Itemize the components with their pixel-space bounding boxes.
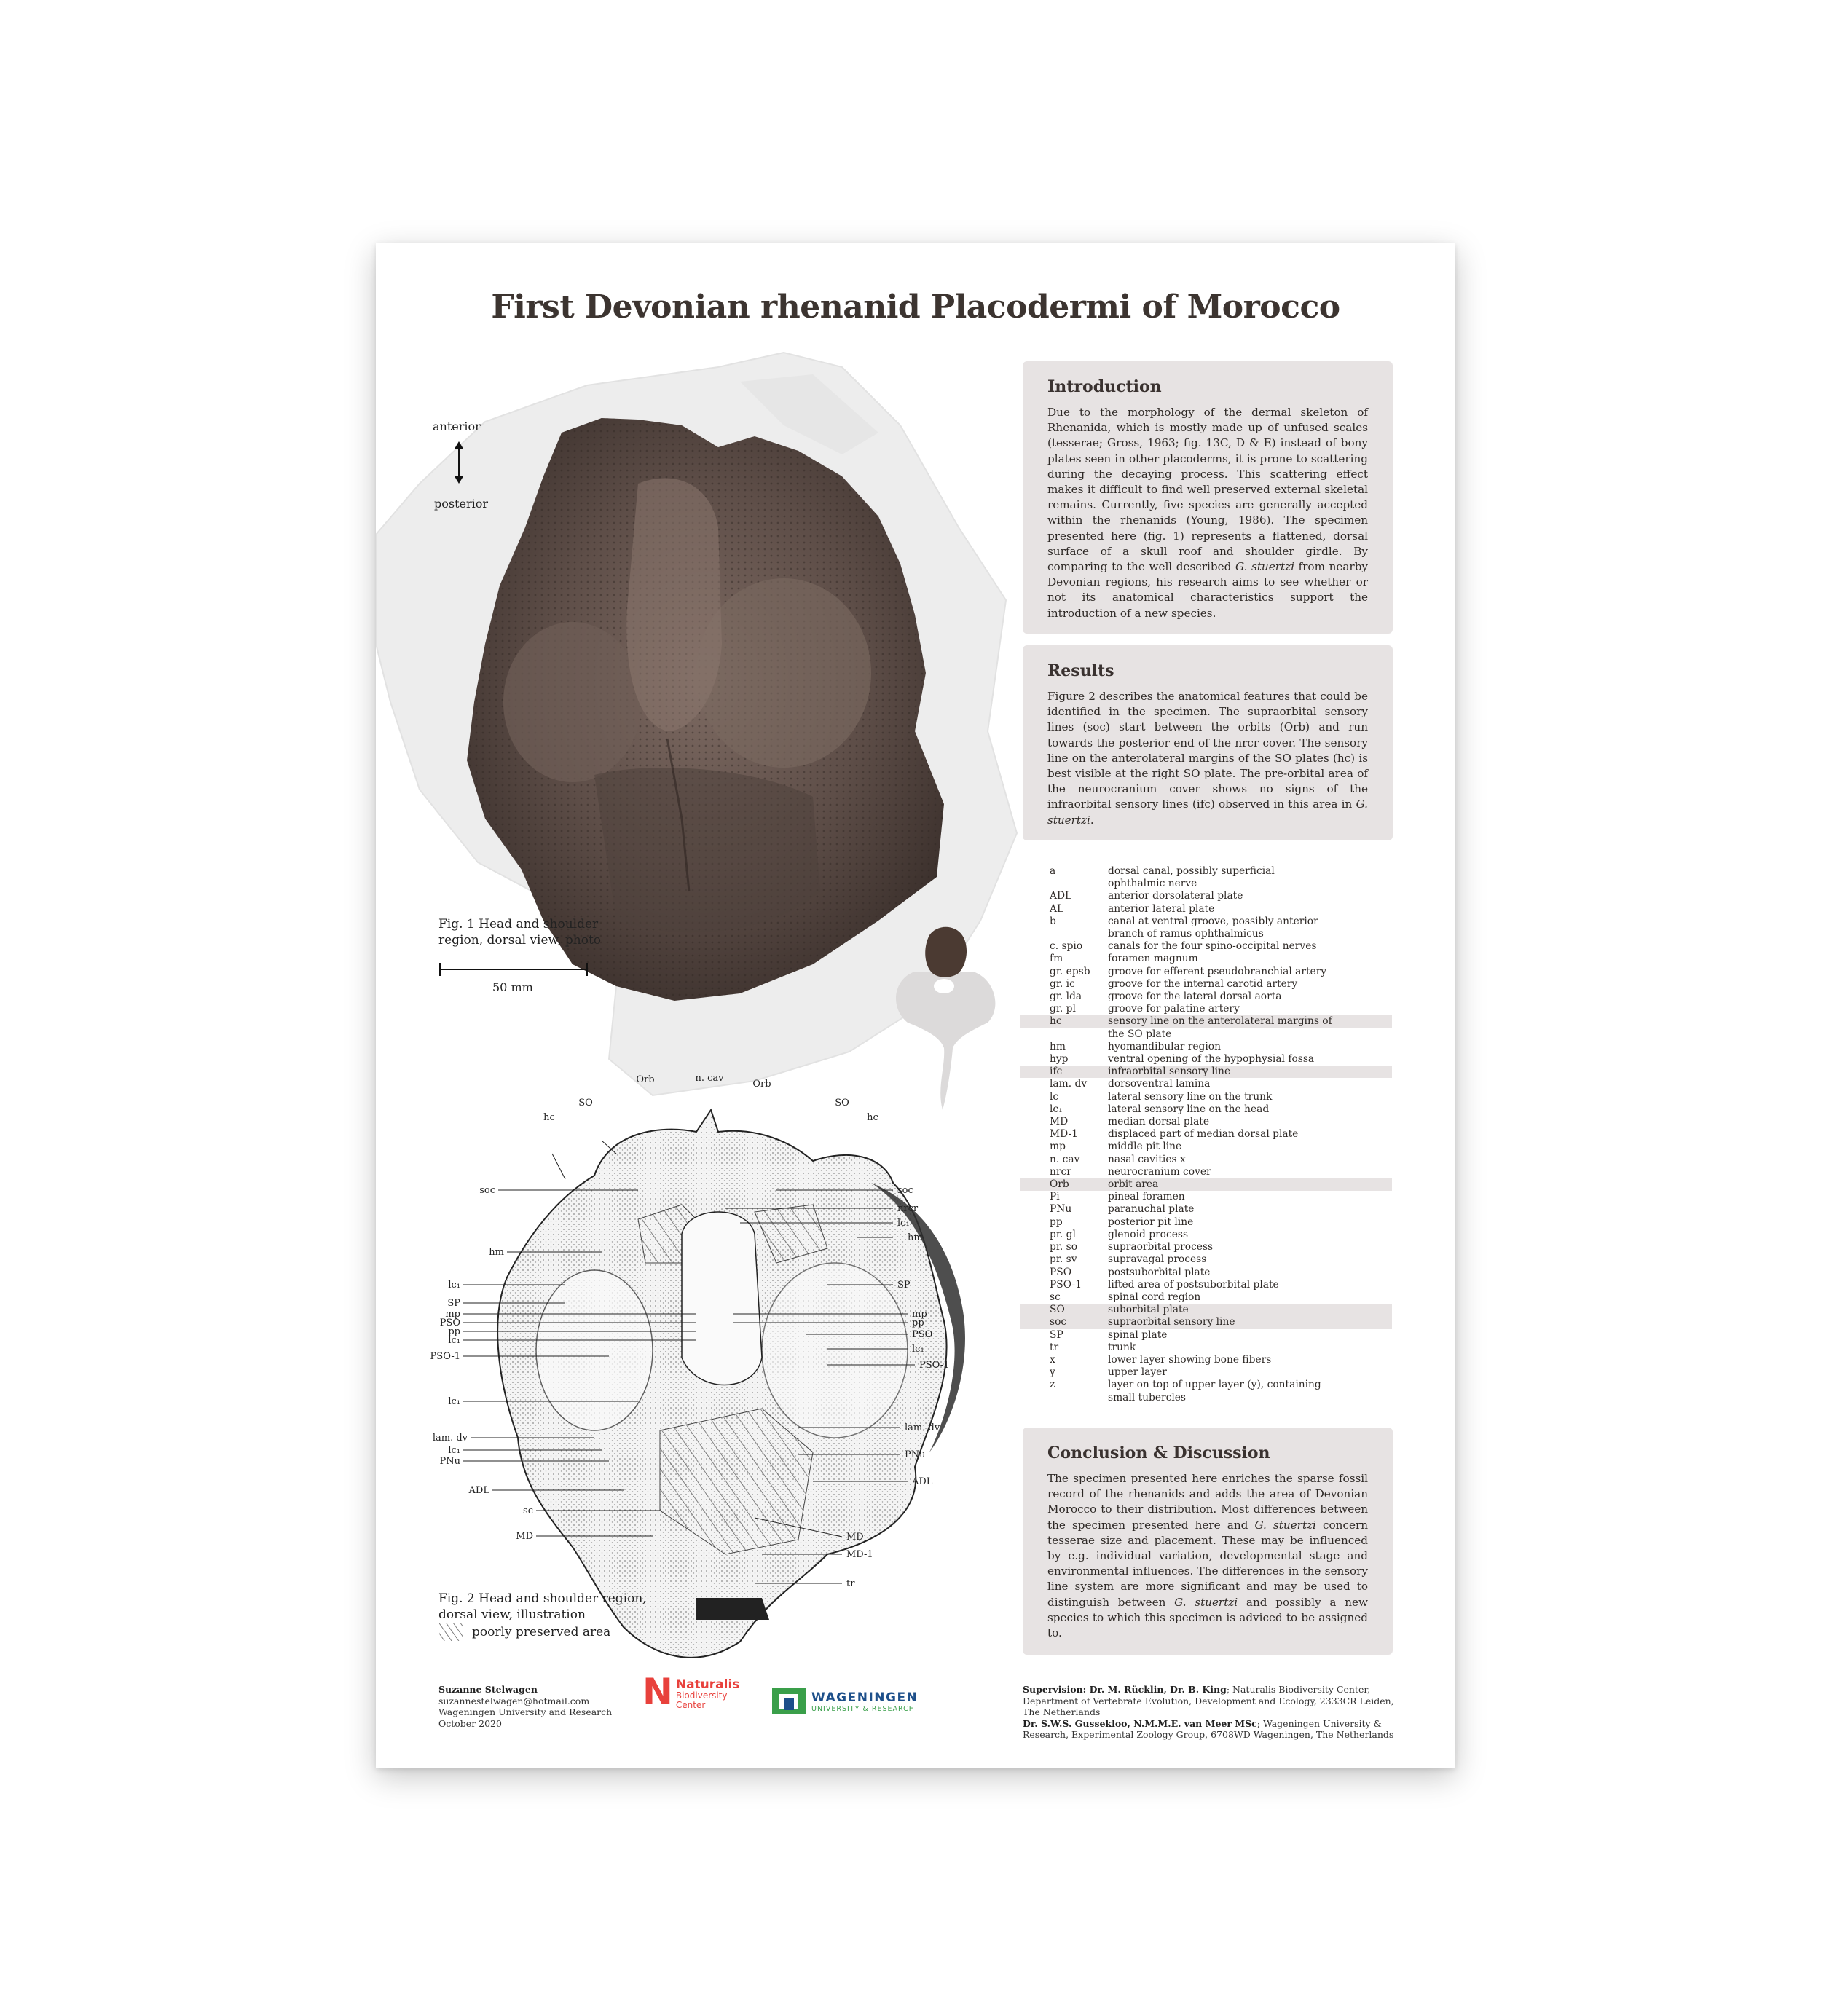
legend-definition: orbit area	[1108, 1178, 1159, 1191]
legend-row	[1020, 1342, 1392, 1354]
legend-definition: displaced part of median dorsal plate	[1108, 1128, 1299, 1141]
legend-abbreviation: SO	[1050, 1304, 1065, 1316]
legend-abbreviation: Orb	[1050, 1178, 1069, 1191]
legend-row	[1020, 1154, 1392, 1166]
author-email[interactable]: suzannestelwagen@hotmail.com	[438, 1695, 590, 1706]
label-hm-left: hm	[489, 1247, 504, 1258]
legend-row	[1020, 1253, 1392, 1266]
legend-abbreviation: gr. pl	[1050, 1003, 1076, 1015]
legend-definition: canals for the four spino-occipital nerves	[1108, 940, 1317, 953]
legend-definition: supravagal process	[1108, 1253, 1207, 1266]
conclusion-text: The specimen presented here enriches the sparse fossil record of the rhenanids and adds the area of Devonian Morocco to their distribution. Most differences between the specimen presented here and G. stuertzi concern tesserae size and placement. These may be influenced by e.g. individual variation, developmental stage and environmental influences. The differences in the sensory line system are more significant and may be used to distinguish between G. stuertzi and possibly a new species to which this specimen is adviced to be assigned to.	[1047, 1472, 1368, 1640]
legend-definition: paranuchal plate	[1108, 1203, 1195, 1216]
label-orb-left: Orb	[636, 1074, 655, 1085]
legend-abbreviation: y	[1050, 1366, 1055, 1379]
label-sc: sc	[523, 1505, 533, 1516]
legend-row	[1020, 865, 1392, 878]
legend-definition: upper layer	[1108, 1366, 1167, 1379]
legend-row	[1020, 1078, 1392, 1090]
legend-definition: groove for the lateral dorsal aorta	[1108, 991, 1282, 1003]
legend-definition: dorsal canal, possibly superficial	[1108, 865, 1275, 877]
legend-row	[1020, 1003, 1392, 1015]
label-md-right: MD	[846, 1532, 864, 1543]
label-pnu-left: PNu	[439, 1456, 460, 1467]
legend-row	[1020, 1267, 1392, 1279]
legend-definition: posterior pit line	[1108, 1216, 1194, 1228]
legend-abbreviation	[1020, 1392, 1108, 1404]
legend-abbreviation: PSO	[1050, 1266, 1072, 1278]
label-lc1-right-1: lc₁	[897, 1218, 910, 1229]
legend-definition: spinal plate	[1108, 1328, 1168, 1341]
label-pso-left: PSO	[439, 1318, 460, 1328]
legend-row	[1020, 1128, 1392, 1141]
label-adl-right: ADL	[912, 1476, 933, 1487]
label-lc1-right-2: lc₁	[912, 1344, 924, 1355]
figure1-caption: Fig. 1 Head and shoulder region, dorsal view, photo	[438, 917, 602, 948]
label-hc-right: hc	[867, 1112, 878, 1123]
conclusion-heading: Conclusion & Discussion	[1047, 1444, 1270, 1462]
orientation-anterior: anterior	[433, 420, 481, 433]
introduction-box	[1023, 361, 1393, 634]
legend-abbreviation: SP	[1050, 1328, 1063, 1341]
legend-definition: foramen magnum	[1108, 953, 1198, 965]
legend-row	[1020, 878, 1392, 890]
legend-definition: groove for the internal carotid artery	[1108, 977, 1298, 990]
legend-row	[1020, 940, 1392, 953]
legend-row	[1020, 1316, 1392, 1328]
legend-row	[1020, 1354, 1392, 1366]
legend-abbreviation: a	[1050, 865, 1056, 877]
label-adl-left: ADL	[468, 1485, 489, 1496]
legend-abbreviation: nrcr	[1050, 1165, 1071, 1178]
results-box	[1023, 645, 1393, 840]
legend-definition: pineal foramen	[1108, 1191, 1185, 1203]
legend-definition: spinal cord region	[1108, 1291, 1201, 1303]
poster	[376, 243, 1455, 1768]
legend-abbreviation: lam. dv	[1050, 1078, 1088, 1090]
legend-definition: ophthalmic nerve	[1108, 878, 1197, 890]
legend-abbreviation: pr. so	[1050, 1241, 1078, 1253]
legend-abbreviation: lc₁	[1050, 1103, 1063, 1115]
legend-definition: ventral opening of the hypophysial fossa	[1108, 1053, 1315, 1066]
label-lc1-left-3: lc₁	[448, 1396, 460, 1407]
legend-definition: small tubercles	[1108, 1391, 1187, 1403]
legend-abbreviation: PNu	[1050, 1203, 1072, 1216]
introduction-text: Due to the morphology of the dermal skeleton of Rhenanida, which is mostly made up of unfused scales (tesserae; Gross, 1963; fig. 13C, D & E) instead of bony plates seen in other placoderms, it is prone to scattering during the decaying process. This scattering effect makes it difficult to find well preserved external skeletal remains. Currently, five species are generally accepted within the rhenanids (Young, 1986). The specimen presented here (fig. 1) represents a flattened, dorsal surface of a skull roof and shoulder girdle. By comparing to the well described G. stuertzi from nearby Devonian regions, his research aims to see whether or not its anatomical characteristics support the introduction of a new species.	[1047, 406, 1368, 620]
introduction-heading: Introduction	[1047, 377, 1162, 396]
legend-abbreviation: hyp	[1050, 1053, 1069, 1066]
legend-abbreviation: tr	[1050, 1341, 1059, 1353]
orientation-posterior: posterior	[434, 497, 489, 511]
label-nrcr: nrcr	[897, 1203, 919, 1214]
legend-row	[1020, 1166, 1392, 1178]
legend-abbreviation: gr. lda	[1050, 991, 1082, 1003]
legend-abbreviation: Pi	[1050, 1191, 1060, 1203]
label-soc-left: soc	[479, 1185, 495, 1196]
legend-row	[1020, 916, 1392, 928]
legend-row	[1020, 1279, 1392, 1291]
legend-definition: median dorsal plate	[1108, 1116, 1210, 1128]
legend-row	[1020, 953, 1392, 965]
legend-row	[1020, 1141, 1392, 1153]
figure2-illustration	[420, 1044, 1002, 1671]
label-lc1-left-1: lc₁	[448, 1280, 460, 1291]
legend-abbreviation: soc	[1050, 1316, 1067, 1328]
legend-abbreviation: c. spio	[1050, 940, 1083, 953]
legend-definition: branch of ramus ophthalmicus	[1108, 928, 1264, 940]
label-sp-left: SP	[447, 1298, 460, 1309]
legend-definition: sensory line on the anterolateral margins of	[1108, 1015, 1332, 1028]
orientation-arrow-icon	[453, 441, 465, 484]
naturalis-logo: N Naturalis Biodiversity Center	[642, 1671, 740, 1713]
legend-row	[1020, 1015, 1392, 1028]
wur-emblem-icon	[772, 1688, 806, 1714]
legend-definition: supraorbital sensory line	[1108, 1316, 1235, 1328]
legend-row	[1020, 978, 1392, 991]
label-so-left: SO	[578, 1098, 593, 1109]
legend-row	[1020, 1103, 1392, 1116]
legend-row	[1020, 1304, 1392, 1316]
legend-definition: lower layer showing bone fibers	[1108, 1353, 1272, 1366]
legend-definition: anterior lateral plate	[1108, 902, 1215, 915]
legend-definition: lifted area of postsuborbital plate	[1108, 1278, 1279, 1291]
legend-abbreviation: hc	[1050, 1015, 1062, 1028]
legend-abbreviation: ADL	[1050, 890, 1072, 902]
label-pso-right: PSO	[912, 1329, 933, 1340]
legend-abbreviation: hm	[1050, 1040, 1066, 1052]
label-mp-right: mp	[912, 1309, 927, 1320]
legend-row	[1020, 1241, 1392, 1253]
legend-abbreviation: AL	[1050, 902, 1064, 915]
legend-row	[1020, 1392, 1392, 1404]
legend-definition: supraorbital process	[1108, 1241, 1214, 1253]
legend-abbreviation: fm	[1050, 953, 1063, 965]
poorly-preserved-legend: poorly preserved area	[438, 1623, 610, 1642]
legend-row	[1020, 1091, 1392, 1103]
legend-definition: anterior dorsolateral plate	[1108, 890, 1243, 902]
label-pp-left: pp	[448, 1326, 460, 1337]
legend-row	[1020, 1229, 1392, 1241]
label-tr: tr	[846, 1578, 855, 1589]
legend-abbreviation: x	[1050, 1353, 1055, 1366]
legend-row	[1020, 1041, 1392, 1053]
legend-row	[1020, 991, 1392, 1003]
legend-definition: dorsoventral lamina	[1108, 1078, 1211, 1090]
legend-definition: infraorbital sensory line	[1108, 1066, 1231, 1078]
results-heading: Results	[1047, 661, 1114, 680]
legend-abbreviation: gr. epsb	[1050, 965, 1090, 977]
legend-definition: glenoid process	[1108, 1228, 1189, 1240]
legend-abbreviation: ifc	[1050, 1066, 1063, 1078]
legend-row	[1020, 1203, 1392, 1216]
label-lamdv-right: lam. dv	[905, 1422, 940, 1433]
legend-row	[1020, 1116, 1392, 1128]
legend-row	[1020, 1379, 1392, 1391]
label-sp-right: SP	[897, 1280, 911, 1291]
legend-abbreviation: mp	[1050, 1141, 1066, 1153]
legend-row	[1020, 1329, 1392, 1342]
legend-row	[1020, 1178, 1392, 1191]
legend-abbreviation: MD-1	[1050, 1128, 1078, 1141]
legend-abbreviation: MD	[1050, 1116, 1069, 1128]
legend-definition: postsuborbital plate	[1108, 1266, 1211, 1278]
hatch-swatch-icon	[438, 1623, 463, 1642]
legend-definition: groove for efferent pseudobranchial artery	[1108, 965, 1327, 977]
legend-row	[1020, 928, 1392, 940]
label-hc-left: hc	[543, 1112, 555, 1123]
legend-definition: lateral sensory line on the head	[1108, 1103, 1270, 1115]
legend-abbreviation	[1020, 928, 1108, 940]
label-so-right: SO	[835, 1098, 849, 1109]
label-mp-left: mp	[445, 1309, 460, 1320]
legend-definition: the SO plate	[1108, 1028, 1172, 1040]
legend-abbreviation: z	[1050, 1379, 1055, 1391]
legend-abbreviation: gr. ic	[1050, 977, 1075, 990]
label-pp-right: pp	[912, 1318, 924, 1328]
abbreviation-legend	[1020, 865, 1392, 1404]
results-text: Figure 2 describes the anatomical features that could be identified in the specimen. The supraorbital sensory lines (soc) start between the orbits (Orb) and run towards the posterior end of the nrcr cover. The sensory line on the anterolateral margins of the SO plates (hc) is best visible at the right SO plate. The pre-orbital area of the neurocranium cover shows no signs of the infraorbital sensory lines (ifc) observed in this area in G. stuertzi.	[1047, 690, 1368, 827]
legend-definition: trunk	[1108, 1341, 1136, 1353]
scale-bar-label: 50 mm	[492, 980, 533, 994]
label-orb-right: Orb	[752, 1079, 771, 1090]
legend-definition: suborbital plate	[1108, 1304, 1189, 1316]
legend-abbreviation: pr. sv	[1050, 1253, 1077, 1266]
legend-row	[1020, 903, 1392, 916]
wur-logo: WAGENINGEN UNIVERSITY & RESEARCH	[772, 1688, 918, 1714]
label-pso1-left: PSO-1	[430, 1351, 460, 1362]
label-hm-right: hm	[908, 1232, 923, 1243]
legend-abbreviation: PSO-1	[1050, 1278, 1082, 1291]
legend-definition: canal at ventral groove, possibly anterior	[1108, 915, 1318, 927]
legend-row	[1020, 1053, 1392, 1066]
scale-bar	[438, 961, 589, 977]
figure2-caption: Fig. 2 Head and shoulder region, dorsal view, illustration	[438, 1591, 647, 1622]
label-pnu-right: PNu	[905, 1449, 926, 1460]
legend-row	[1020, 890, 1392, 902]
label-md1: MD-1	[846, 1549, 873, 1560]
legend-row	[1020, 1028, 1392, 1041]
legend-definition: lateral sensory line on the trunk	[1108, 1090, 1273, 1103]
label-nasal-cavity: n. cav	[695, 1073, 724, 1084]
legend-abbreviation: b	[1050, 915, 1056, 927]
conclusion-box	[1023, 1428, 1393, 1655]
poster-title: First Devonian rhenanid Placodermi of Morocco	[491, 288, 1340, 326]
author-info: Suzanne Stelwagen suzannestelwagen@hotmail.com Wageningen University and Research October 2020	[438, 1684, 613, 1729]
legend-definition: groove for palatine artery	[1108, 1003, 1240, 1015]
label-md-left: MD	[516, 1531, 533, 1542]
legend-row	[1020, 1216, 1392, 1229]
legend-row	[1020, 966, 1392, 978]
legend-row	[1020, 1066, 1392, 1078]
label-lc1-left-2: lc₁	[448, 1335, 460, 1346]
legend-abbreviation: pp	[1050, 1216, 1063, 1228]
label-lc1-left-4: lc₁	[448, 1445, 460, 1456]
legend-abbreviation	[1020, 878, 1108, 890]
legend-definition: nasal cavities x	[1108, 1153, 1186, 1165]
legend-row	[1020, 1291, 1392, 1304]
legend-abbreviation: n. cav	[1050, 1153, 1080, 1165]
legend-definition: layer on top of upper layer (y), containing	[1108, 1379, 1321, 1391]
legend-abbreviation: lc	[1050, 1090, 1059, 1103]
legend-definition: neurocranium cover	[1108, 1165, 1211, 1178]
legend-definition: middle pit line	[1108, 1141, 1182, 1153]
label-pso1-right: PSO-1	[919, 1360, 950, 1371]
legend-abbreviation: pr. gl	[1050, 1228, 1076, 1240]
label-lamdv-left: lam. dv	[432, 1433, 468, 1444]
supervision-info: Supervision: Dr. M. Rücklin, Dr. B. King; Naturalis Biodiversity Center, Department of Vertebrate Evolution, Development and Ecology, 2333CR Leiden, The Netherlands Dr. S.W.S. Gussekloo, N.M.M.E. van Meer MSc; Wageningen University & Research, Experimental Zoology Group, 6708WD Wageningen, The Netherlands	[1023, 1684, 1394, 1740]
legend-row	[1020, 1366, 1392, 1379]
legend-abbreviation	[1020, 1028, 1108, 1041]
legend-abbreviation: sc	[1050, 1291, 1061, 1303]
legend-definition: hyomandibular region	[1108, 1040, 1221, 1052]
label-soc-right: soc	[897, 1185, 913, 1196]
legend-row	[1020, 1191, 1392, 1203]
